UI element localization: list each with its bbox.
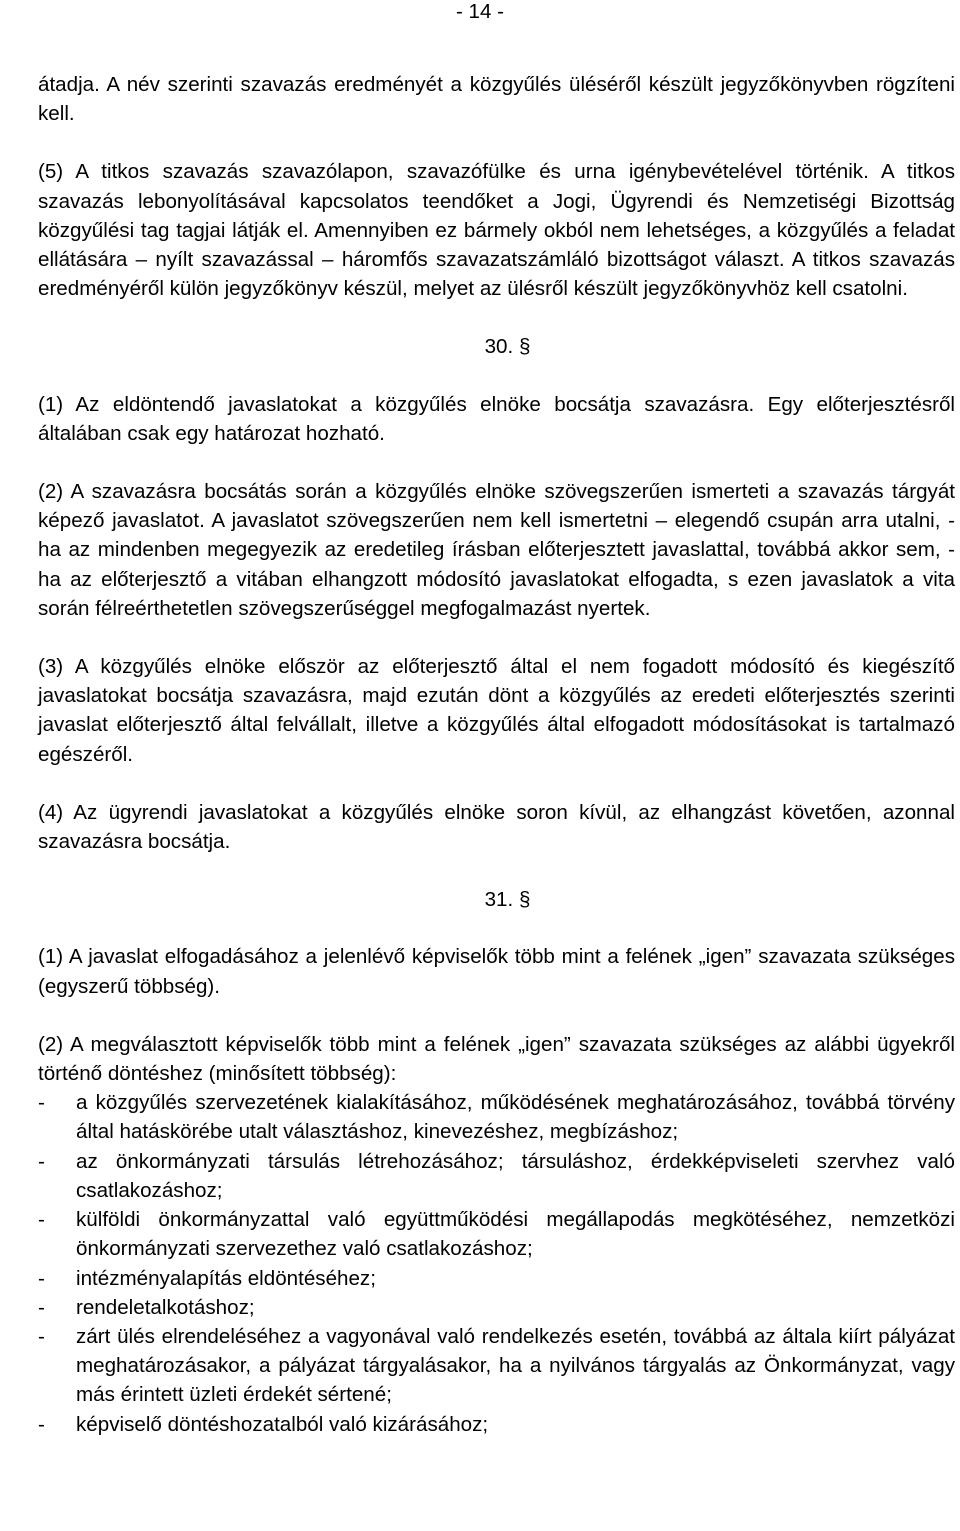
list-item	[38, 1205, 955, 1263]
list-item-text: képviselő döntéshozatalból való kizárásához;	[76, 1412, 489, 1436]
section-heading-30: 30. §	[484, 335, 531, 359]
list-item-text: külföldi önkormányzattal való együttműködési megállapodás megkötéséhez, nemzetközi önkormányzati szervezethez való csatlakozáshoz;	[76, 1208, 955, 1261]
qualified-majority-list	[38, 1088, 955, 1438]
page-number: - 14 -	[455, 0, 505, 23]
list-item	[38, 1264, 955, 1293]
list-dash: -	[38, 1149, 45, 1173]
list-item-text: a közgyűlés szervezetének kialakításához, működésének meghatározásához, továbbá törvény által hatáskörébe utalt választáshoz, kinevezéshez, megbízáshoz;	[76, 1091, 955, 1144]
list-item	[38, 1088, 955, 1146]
list-dash: -	[38, 1324, 45, 1348]
paragraph: (3) A közgyűlés elnöke először az előterjesztő által el nem fogadott módosító és kiegészítő javaslatokat bocsátja szavazásra, majd ezután dönt a közgyűlés az eredeti előterjesztés szerinti javaslat előterjesztő által felvállalt, illetve a közgyűlés által elfogadott módosításokat is tartalmazó egészéről.	[38, 655, 955, 766]
list-item-text: zárt ülés elrendeléséhez a vagyonával való rendelkezés esetén, továbbá az általa kiírt pályázat meghatározásakor, a pályázat tárgyalásakor, ha a nyilvános tárgyalás az Önkormányzat, vagy más érintett üzleti érdekét sértené;	[76, 1324, 955, 1407]
paragraph: átadja. A név szerinti szavazás eredményét a közgyűlés üléséről készült jegyzőkönyvben rögzíteni kell.	[38, 73, 955, 126]
list-item-text: az önkormányzati társulás létrehozásához; társuláshoz, érdekképviseleti szervhez való csatlakozáshoz;	[76, 1149, 955, 1202]
paragraph: (2) A megválasztott képviselők több mint a felének „igen” szavazata szükséges az alábbi ügyekről történő döntéshez (minősített többség):	[38, 1032, 955, 1086]
list-dash: -	[38, 1412, 45, 1436]
list-item	[38, 1293, 955, 1322]
list-item	[38, 1322, 955, 1410]
list-item-text: intézményalapítás eldöntéséhez;	[76, 1266, 376, 1290]
paragraph: (2) A szavazásra bocsátás során a közgyűlés elnöke szövegszerűen ismerteti a szavazás tárgyát képező javaslatot. A javaslatot szövegszerűen nem kell ismertetni – elegendő csupán arra utalni, - ha az mindenben megegyezik az eredetileg írásban előterjesztett javaslattal, továbbá akkor sem, - ha az előterjesztő a vitában elhangzott módosító javaslatokat elfogadta, s ezen javaslatok a vita során félreérthetetlen szövegszerűséggel megfogalmazást nyertek.	[38, 480, 955, 620]
list-dash: -	[38, 1295, 45, 1319]
paragraph: (5) A titkos szavazás szavazólapon, szavazófülke és urna igénybevételével történik. A titkos szavazás lebonyolításával kapcsolatos teendőket a Jogi, Ügyrendi és Nemzetiségi Bizottság közgyűlési tag tagjai látják el. Amennyiben ez bármely okból nem lehetséges, a közgyűlés a feladat ellátására – nyílt szavazással – háromfős szavazatszámláló bizottságot választ. A titkos szavazás eredményéről külön jegyzőkönyv készül, melyet az ülésről készült jegyzőkönyvhöz kell csatolni.	[38, 160, 955, 301]
document-body	[38, 70, 955, 1439]
section-heading-31: 31. §	[484, 888, 531, 912]
list-dash: -	[38, 1208, 45, 1232]
list-item	[38, 1147, 955, 1205]
paragraph: (1) Az eldöntendő javaslatokat a közgyűlés elnöke bocsátja szavazásra. Egy előterjesztésről általában csak egy határozat hozható.	[38, 392, 955, 445]
list-item-text: rendeletalkotáshoz;	[76, 1295, 255, 1319]
list-dash: -	[38, 1266, 45, 1290]
paragraph: (4) Az ügyrendi javaslatokat a közgyűlés elnöke soron kívül, az elhangzást követően, azonnal szavazásra bocsátja.	[38, 800, 955, 854]
list-item	[38, 1410, 955, 1439]
paragraph: (1) A javaslat elfogadásához a jelenlévő képviselők több mint a felének „igen” szavazata szükséges (egyszerű többség).	[38, 945, 955, 998]
list-dash: -	[38, 1091, 45, 1115]
